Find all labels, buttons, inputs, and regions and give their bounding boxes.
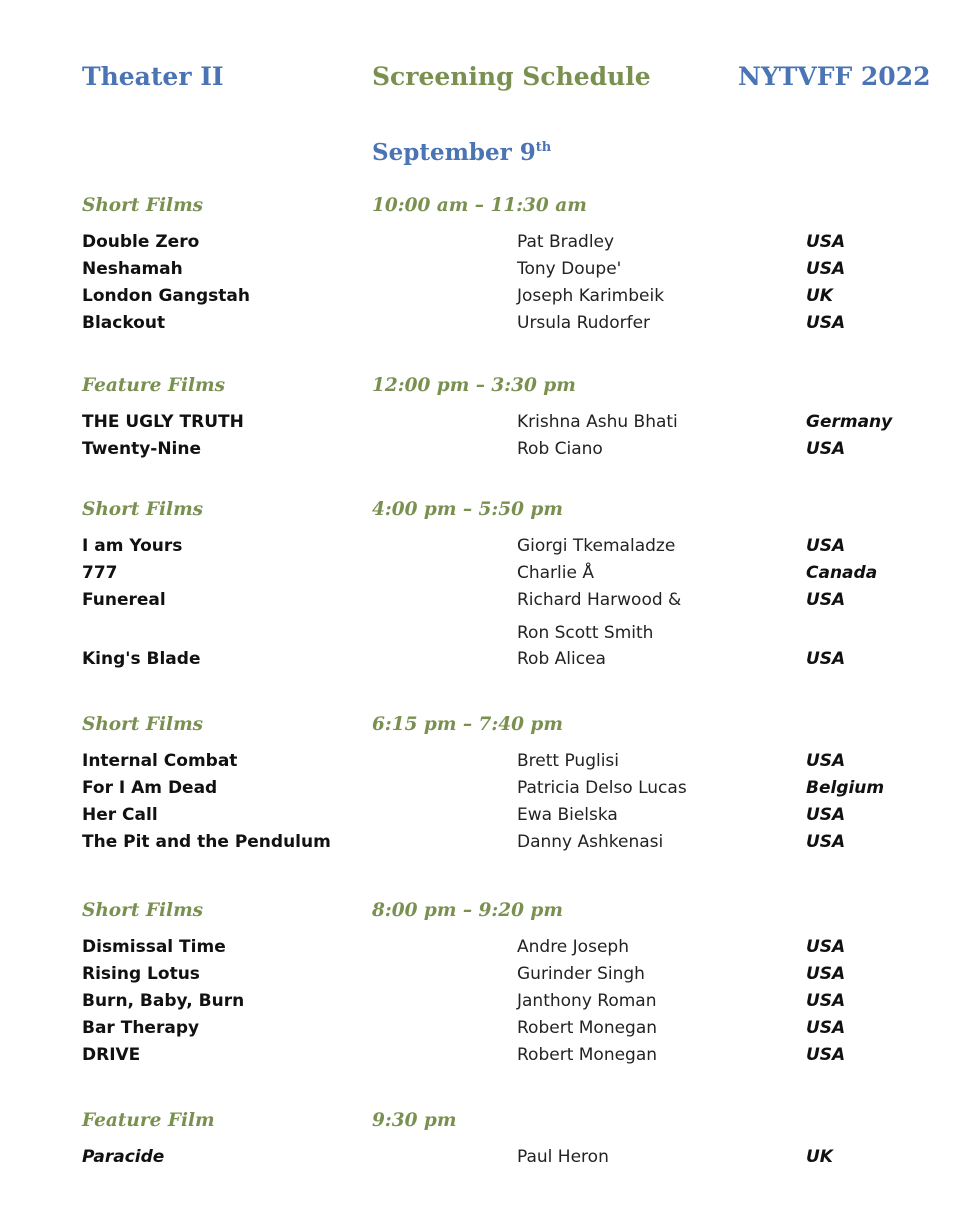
director-name-line2: Ron Scott Smith bbox=[517, 623, 654, 643]
section-label: Short Films bbox=[82, 900, 204, 921]
director-name: Patricia Delso Lucas bbox=[517, 778, 687, 798]
film-title: London Gangstah bbox=[82, 286, 250, 306]
section-label: Short Films bbox=[82, 714, 204, 735]
director-name: Joseph Karimbeik bbox=[517, 286, 665, 306]
director-name: Robert Monegan bbox=[517, 1045, 658, 1065]
film-country: USA bbox=[806, 937, 846, 957]
film-title: THE UGLY TRUTH bbox=[82, 412, 244, 432]
film-title: Paracide bbox=[82, 1147, 165, 1167]
festival-title: NYTVFF 2022 bbox=[738, 62, 931, 91]
film-country: USA bbox=[806, 590, 846, 610]
date-suffix: th bbox=[535, 140, 552, 155]
section-time: 9:30 pm bbox=[372, 1110, 457, 1131]
section-header bbox=[0, 497, 968, 523]
director-name: Janthony Roman bbox=[517, 991, 657, 1011]
film-country: USA bbox=[806, 259, 846, 279]
section-header bbox=[0, 373, 968, 399]
film-title: I am Yours bbox=[82, 536, 183, 556]
film-title: Blackout bbox=[82, 313, 166, 333]
film-country: USA bbox=[806, 832, 846, 852]
section-header bbox=[0, 898, 968, 924]
film-country: USA bbox=[806, 313, 846, 333]
director-name: Robert Monegan bbox=[517, 1018, 658, 1038]
schedule-title: Screening Schedule bbox=[372, 62, 651, 91]
film-country: Canada bbox=[806, 563, 878, 583]
film-title: King's Blade bbox=[82, 649, 201, 669]
director-name: Richard Harwood & bbox=[517, 590, 682, 610]
film-country: USA bbox=[806, 964, 846, 984]
film-director bbox=[517, 584, 681, 650]
director-name: Ursula Rudorfer bbox=[517, 313, 651, 333]
director-name: Ewa Bielska bbox=[517, 805, 618, 825]
film-director bbox=[517, 433, 603, 466]
film-country: USA bbox=[806, 751, 846, 771]
film-title: Neshamah bbox=[82, 259, 183, 279]
film-country: USA bbox=[806, 805, 846, 825]
section-time: 12:00 pm – 3:30 pm bbox=[372, 375, 576, 396]
film-country: USA bbox=[806, 439, 846, 459]
director-name: Rob Alicea bbox=[517, 649, 606, 669]
director-name: Krishna Ashu Bhati bbox=[517, 412, 678, 432]
film-title: For I Am Dead bbox=[82, 778, 218, 798]
film-title: Funereal bbox=[82, 590, 166, 610]
section-label: Short Films bbox=[82, 195, 204, 216]
director-name: Paul Heron bbox=[517, 1147, 609, 1167]
film-country: USA bbox=[806, 649, 846, 669]
section-label: Feature Films bbox=[82, 375, 226, 396]
film-title: Twenty-Nine bbox=[82, 439, 202, 459]
section-time: 8:00 pm – 9:20 pm bbox=[372, 900, 563, 921]
film-country: UK bbox=[806, 1147, 833, 1167]
director-name: Tony Doupe' bbox=[517, 259, 622, 279]
section-header bbox=[0, 1108, 968, 1134]
film-country: USA bbox=[806, 232, 846, 252]
director-name: Charlie Å bbox=[517, 563, 594, 583]
film-country: Germany bbox=[806, 412, 893, 432]
film-country: UK bbox=[806, 286, 833, 306]
section-header bbox=[0, 193, 968, 219]
section-label: Feature Film bbox=[82, 1110, 215, 1131]
section-label: Short Films bbox=[82, 499, 204, 520]
director-name: Gurinder Singh bbox=[517, 964, 645, 984]
film-title: Her Call bbox=[82, 805, 158, 825]
film-title: 777 bbox=[82, 563, 118, 583]
schedule-date bbox=[372, 133, 551, 168]
film-title: Bar Therapy bbox=[82, 1018, 200, 1038]
film-title: Rising Lotus bbox=[82, 964, 200, 984]
film-title: Burn, Baby, Burn bbox=[82, 991, 245, 1011]
film-title: Dismissal Time bbox=[82, 937, 226, 957]
director-name: Brett Puglisi bbox=[517, 751, 620, 771]
film-director bbox=[517, 826, 663, 859]
director-name: Danny Ashkenasi bbox=[517, 832, 664, 852]
film-country: USA bbox=[806, 1018, 846, 1038]
film-title: DRIVE bbox=[82, 1045, 141, 1065]
theater-title: Theater II bbox=[82, 62, 224, 91]
film-country: USA bbox=[806, 1045, 846, 1065]
film-country: USA bbox=[806, 991, 846, 1011]
director-name: Rob Ciano bbox=[517, 439, 603, 459]
director-name: Andre Joseph bbox=[517, 937, 629, 957]
date-text: September 9 bbox=[372, 139, 536, 166]
film-director bbox=[517, 1039, 657, 1072]
director-name: Giorgi Tkemaladze bbox=[517, 536, 676, 556]
film-title: Double Zero bbox=[82, 232, 200, 252]
film-title: Internal Combat bbox=[82, 751, 238, 771]
film-director bbox=[517, 643, 606, 676]
section-time: 10:00 am – 11:30 am bbox=[372, 195, 587, 216]
section-time: 4:00 pm – 5:50 pm bbox=[372, 499, 563, 520]
film-country: USA bbox=[806, 536, 846, 556]
film-director bbox=[517, 307, 650, 340]
director-name: Pat Bradley bbox=[517, 232, 615, 252]
film-director bbox=[517, 1141, 609, 1174]
section-time: 6:15 pm – 7:40 pm bbox=[372, 714, 563, 735]
section-header bbox=[0, 712, 968, 738]
film-title: The Pit and the Pendulum bbox=[82, 832, 331, 852]
film-country: Belgium bbox=[806, 778, 885, 798]
